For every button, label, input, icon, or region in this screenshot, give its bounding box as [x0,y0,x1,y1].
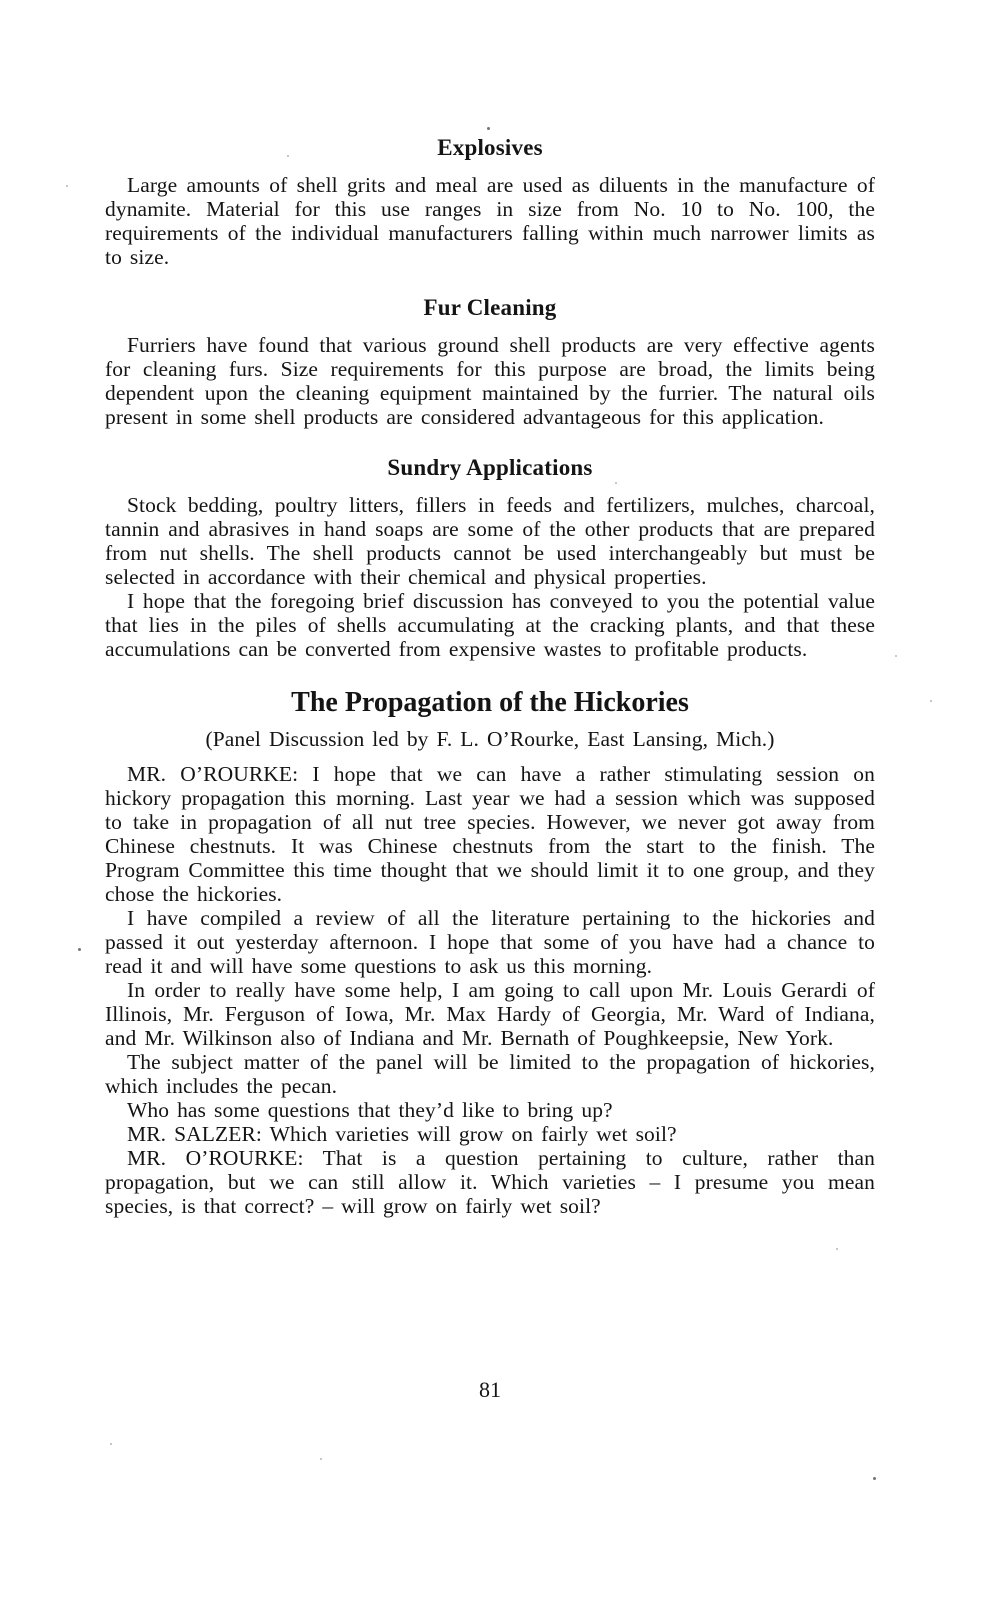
scan-speck [895,655,897,657]
section-explosives [105,135,875,269]
paragraph: Who has some questions that they’d like to bring up? [127,1098,613,1122]
section-fur-cleaning [105,295,875,429]
paragraph: In order to really have some help, I am going to call upon Mr. Louis Gerardi of Illinois, Mr. Ferguson of Iowa, Mr. Max Hardy of Georgia, Mr. Ward of Indiana, and Mr. Wilkinson also of Indiana and Mr. Bernath of Poughkeepsie, New York. [105,978,875,1050]
article-title: The Propagation of the Hickories [291,687,689,718]
article-propagation-of-the-hickories [105,687,875,1218]
paragraph: Furriers have found that various ground shell products are very effective agents for cleaning furs. Size requirements for this purpose are broad, the limits being dependent upon the cleaning equipment maintained by the furrier. The natural oils present in some shell products are considered advantageous for this application. [105,333,875,429]
scan-speck [110,1443,112,1445]
paragraph: I have compiled a review of all the literature pertaining to the hickories and passed it out yesterday afternoon. I hope that some of you have had a chance to read it and will have some questions to ask us this morning. [105,906,875,978]
paragraph: The subject matter of the panel will be limited to the propagation of hickories, which includes the pecan. [105,1050,875,1098]
paragraph: MR. O’ROURKE: That is a question pertaining to culture, rather than propagation, but we can still allow it. Which varieties – I presume you mean species, is that correct? – will grow on fairly wet soil? [105,1146,875,1218]
scan-speck [930,700,932,702]
scan-speck [836,1248,838,1250]
scan-speck [487,127,490,130]
section-sundry-applications [105,455,875,661]
paragraph: MR. O’ROURKE: I hope that we can have a rather stimulating session on hickory propagation this morning. Last year we had a session which was supposed to take in propagation of all nut tree species. However, we never got away from Chinese chestnuts. It was Chinese chestnuts from the start to the finish. The Program Committee this time thought that we should limit it to one group, and they chose the hickories. [105,762,875,906]
scan-speck [78,948,81,951]
section-heading-explosives: Explosives [437,135,543,160]
page-content [105,135,875,1218]
section-heading-sundry-applications: Sundry Applications [387,455,593,480]
scan-speck [287,155,289,157]
paragraph: Stock bedding, poultry litters, fillers in feeds and fertilizers, mulches, charcoal, tannin and abrasives in hand soaps are some of the other products that are prepared from nut shells. The shell products cannot be used interchangeably but must be selected in accordance with their chemical and physical properties. [105,493,875,589]
article-byline: (Panel Discussion led by F. L. O’Rourke, East Lansing, Mich.) [205,727,775,751]
section-heading-fur-cleaning: Fur Cleaning [423,295,557,320]
scan-speck [320,1458,322,1460]
paragraph: Large amounts of shell grits and meal are used as diluents in the manufacture of dynamite. Material for this use ranges in size from No. 10 to No. 100, the requirements of the individual manufacturers falling within much narrower limits as to size. [105,173,875,269]
paragraph: MR. SALZER: Which varieties will grow on fairly wet soil? [127,1122,677,1146]
scan-speck [615,482,617,484]
paragraph: I hope that the foregoing brief discussion has conveyed to you the potential value that lies in the piles of shells accumulating at the cracking plants, and that these accumulations can be converted from expensive wastes to profitable products. [105,589,875,661]
page-number: 81 [479,1377,501,1402]
scan-speck [66,185,68,187]
scan-speck [873,1477,876,1480]
